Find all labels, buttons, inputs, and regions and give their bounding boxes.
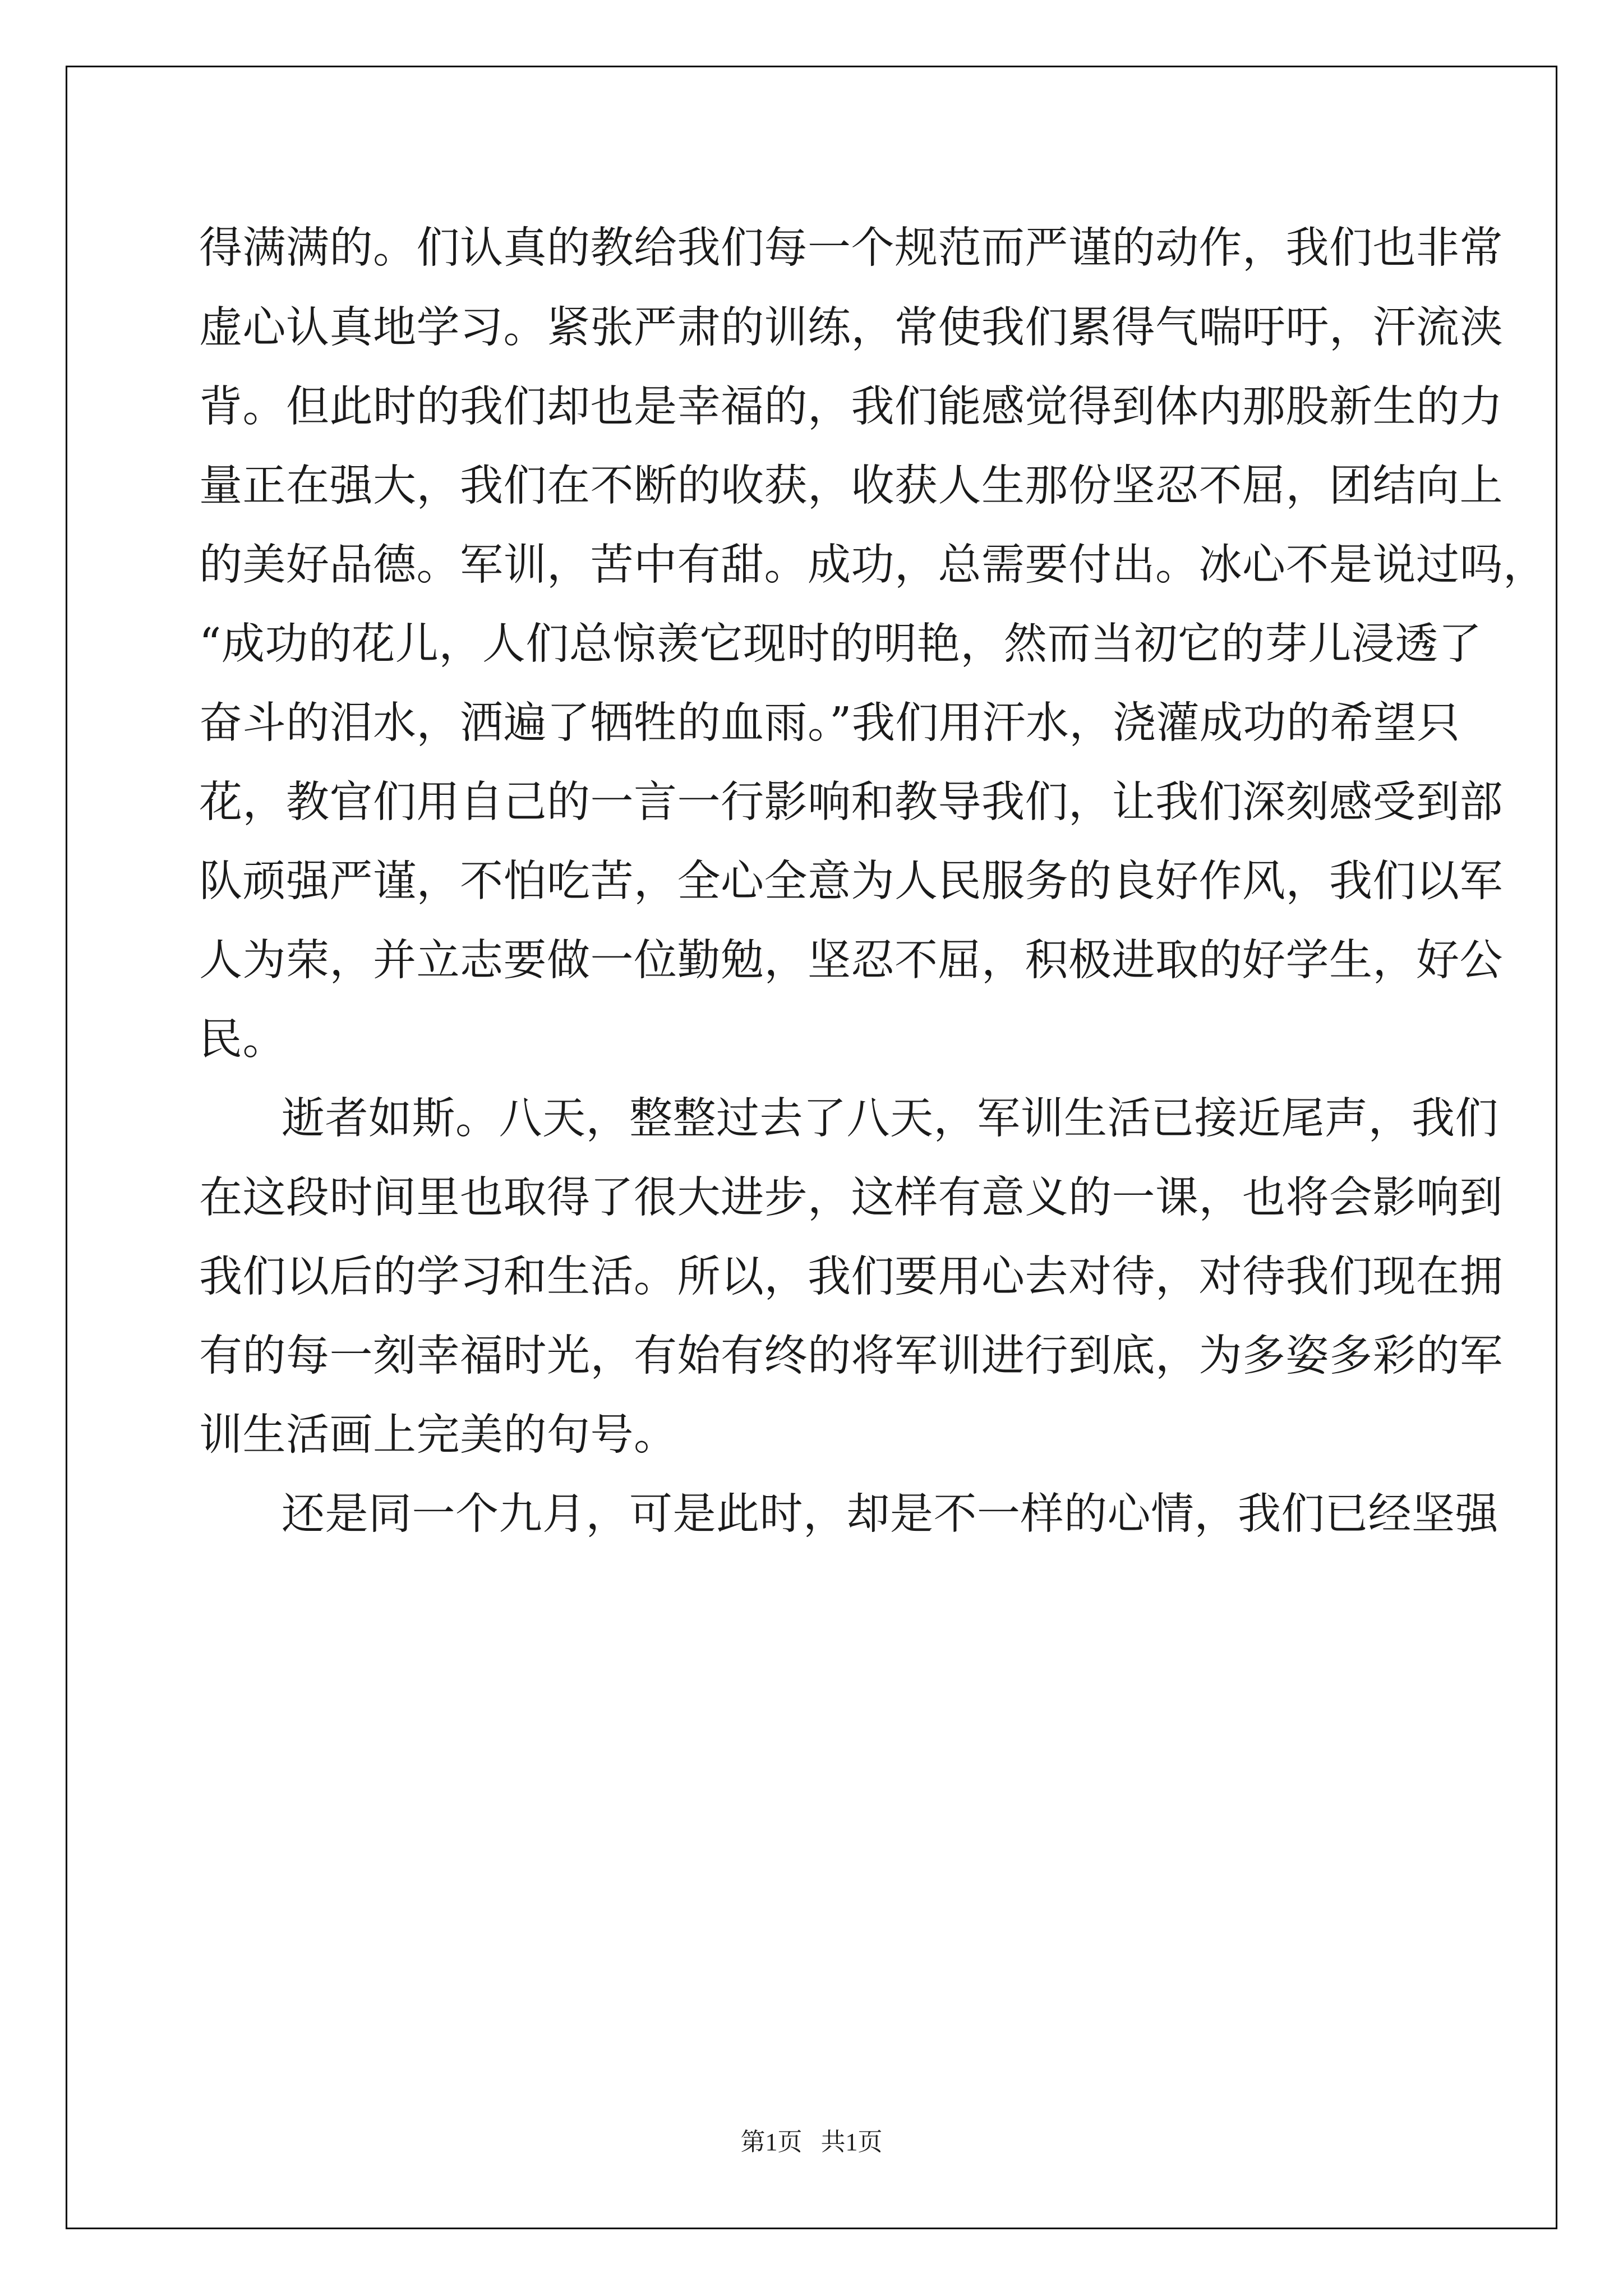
body-text-line: 的美好品德。军训，苦中有甜。成功，总需要付出。冰心不是说过吗， <box>199 540 1547 590</box>
paragraph-first-line: 逝者如斯。八天，整整过去了八天，军训生活已接近尾声，我们 <box>282 1094 1498 1144</box>
body-text-line: 花，教官们用自己的一言一行影响和教导我们，让我们深刻感受到部 <box>199 777 1503 827</box>
page-footer: 第1页 共1页 <box>740 2128 883 2156</box>
body-text-line: 量正在强大，我们在不断的收获，收获人生那份坚忍不屈，团结向上 <box>199 461 1503 511</box>
body-text-line: 得满满的。们认真的教给我们每一个规范而严谨的动作，我们也非常 <box>199 223 1503 273</box>
body-text-line: 队顽强严谨，不怕吃苦，全心全意为人民服务的良好作风，我们以军 <box>199 857 1503 907</box>
body-text-line: 我们以后的学习和生活。所以，我们要用心去对待，对待我们现在拥 <box>199 1252 1503 1302</box>
body-text-line: 在这段时间里也取得了很大进步，这样有意义的一课，也将会影响到 <box>199 1173 1503 1223</box>
body-text-line: 背。但此时的我们却也是幸福的，我们能感觉得到体内那股新生的力 <box>199 382 1503 432</box>
body-text-line: 训生活画上完美的句号。 <box>199 1410 677 1460</box>
paragraph-first-line: 还是同一个九月，可是此时，却是不一样的心情，我们已经坚强 <box>282 1489 1498 1539</box>
body-text-line: 虚心认真地学习。紧张严肃的训练，常使我们累得气喘吁吁，汗流浃 <box>199 303 1503 353</box>
body-text-line: “成功的花儿，人们总惊羡它现时的明艳，然而当初它的芽儿浸透了 <box>199 619 1482 669</box>
body-text-line: 人为荣，并立志要做一位勤勉，坚忍不屈，积极进取的好学生，好公 <box>199 936 1503 986</box>
body-text-line: 奋斗的泪水，洒遍了牺牲的血雨。”我们用汗水，浇灌成功的希望只 <box>199 698 1460 748</box>
body-text-line: 有的每一刻幸福时光，有始有终的将军训进行到底，为多姿多彩的军 <box>199 1331 1503 1381</box>
body-text-line: 民。 <box>199 1015 286 1065</box>
